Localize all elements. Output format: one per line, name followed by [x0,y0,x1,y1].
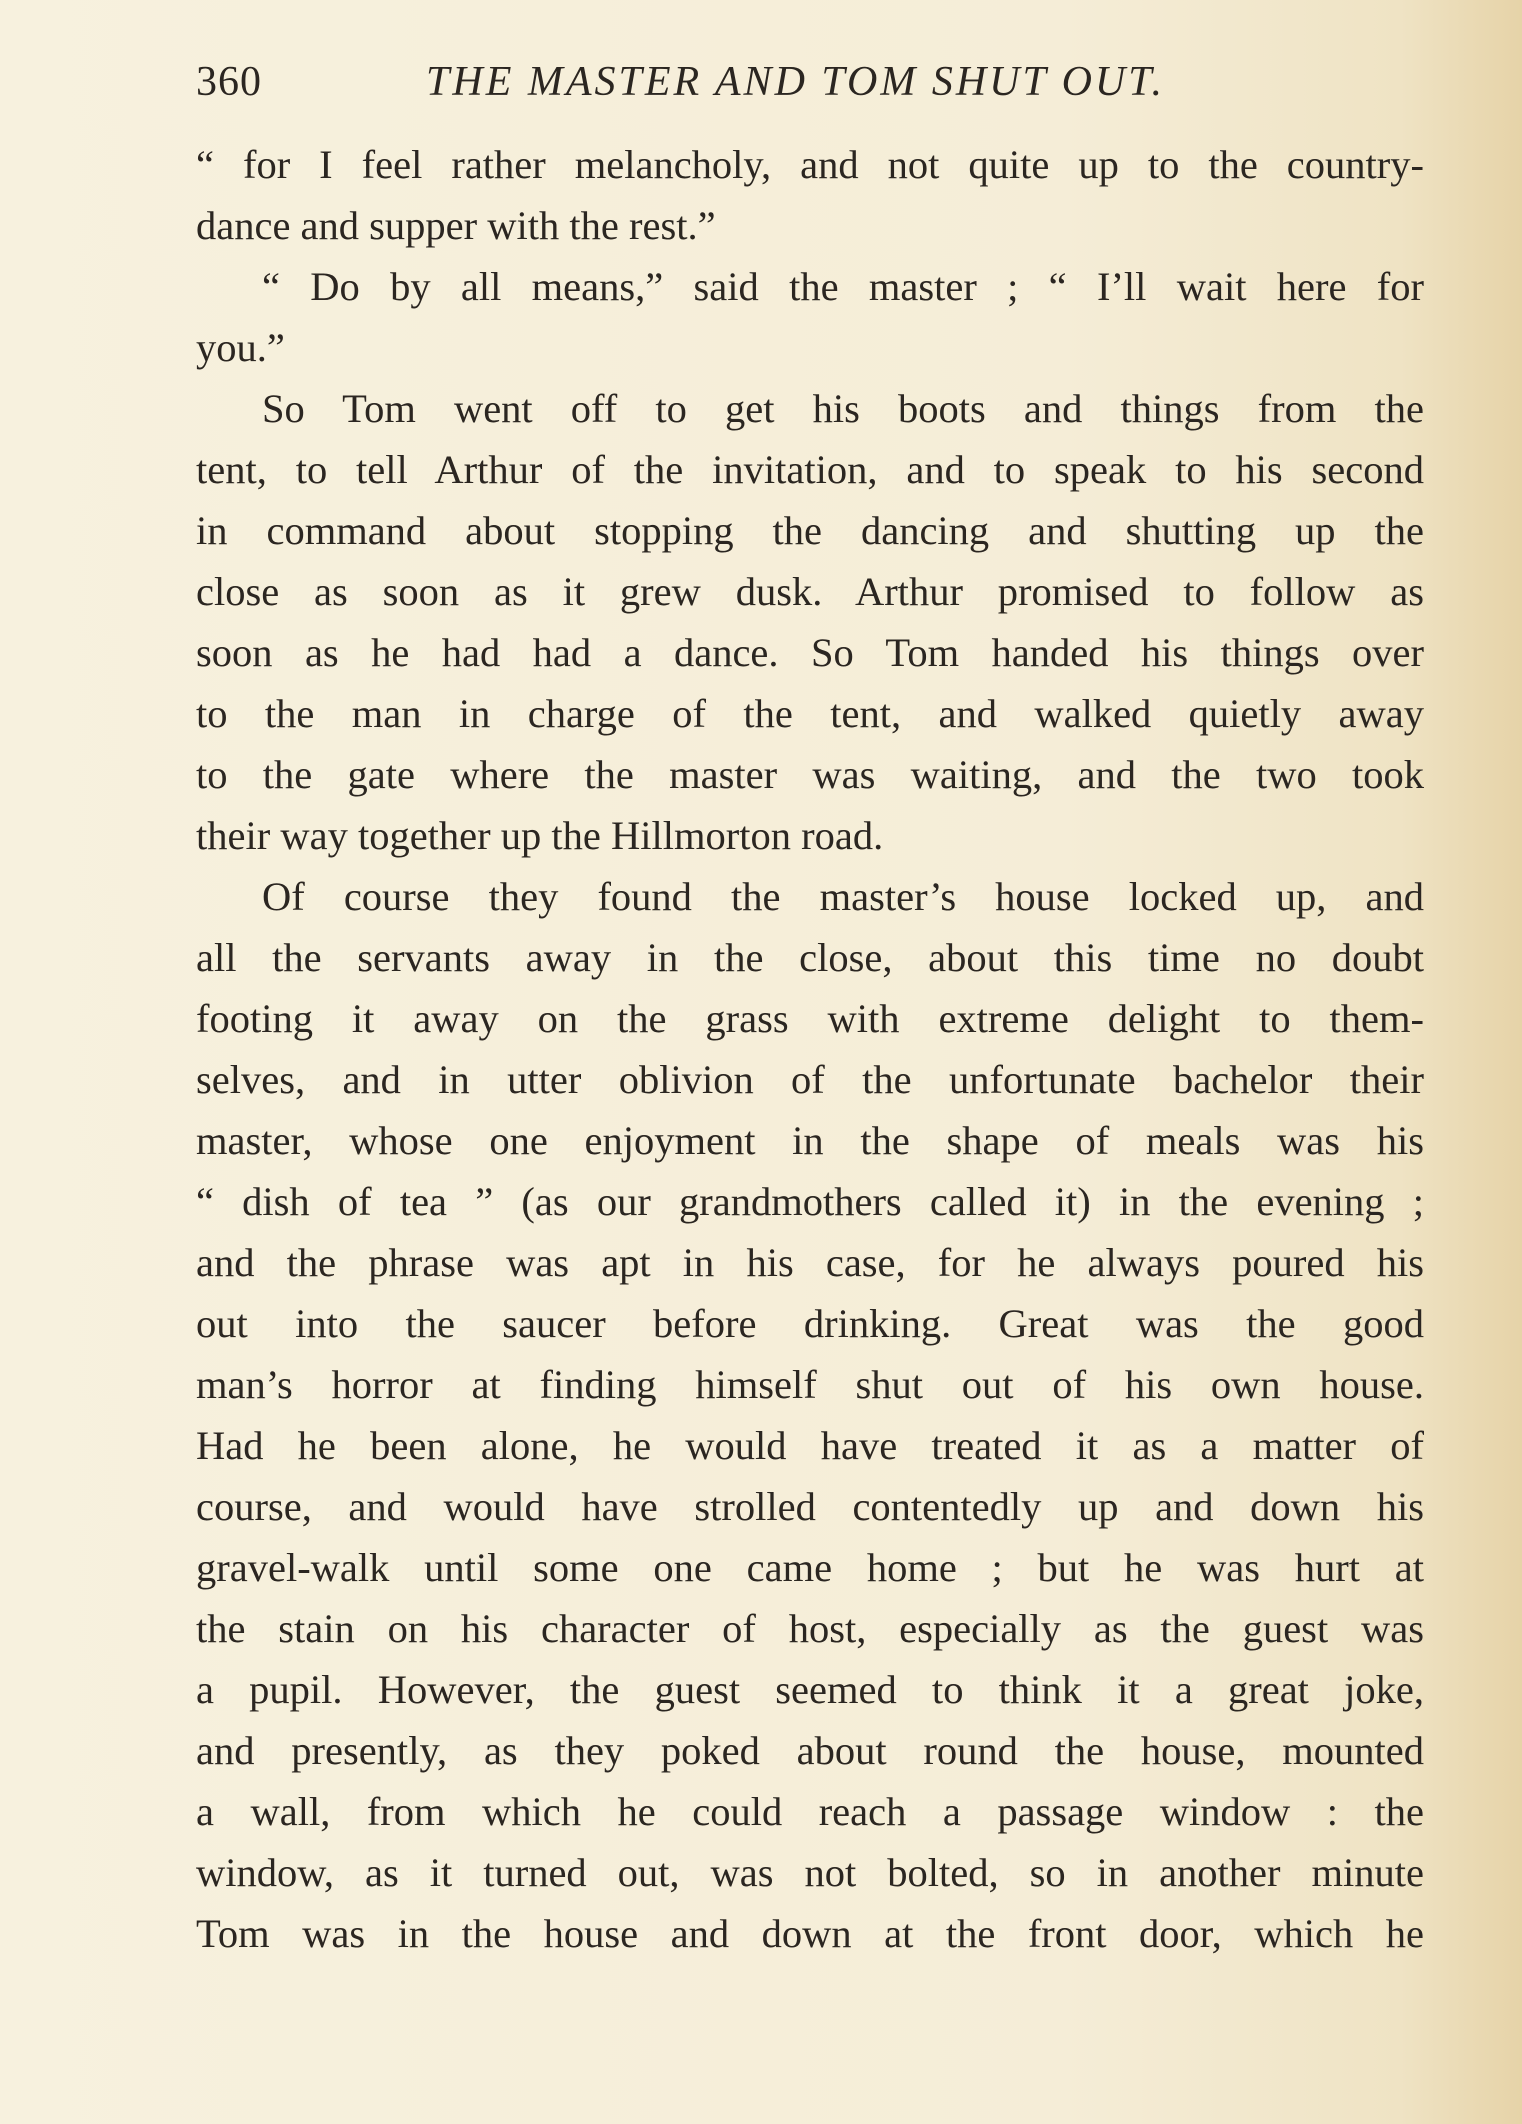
text-line: and presently, as they poked about round the house, mounted [196,1728,1424,1773]
text-line: a wall, from which he could reach a passage window : the [196,1789,1424,1834]
text-line: the stain on his character of host, especially as the guest was [196,1606,1424,1651]
page-number: 360 [196,59,262,105]
text-line: selves, and in utter oblivion of the unfortunate bachelor their [196,1057,1424,1102]
text-line: man’s horror at finding himself shut out of his own house. [196,1362,1424,1407]
text-line: dance and supper with the rest.” [196,203,716,248]
text-line: window, as it turned out, was not bolted, so in another minute [196,1850,1424,1895]
text-line: their way together up the Hillmorton road. [196,813,884,858]
text-line: close as soon as it grew dusk. Arthur promised to follow as [196,569,1424,614]
text-line: master, whose one enjoyment in the shape of meals was his [196,1118,1424,1163]
text-line: tent, to tell Arthur of the invitation, and to speak to his second [196,447,1424,492]
text-line: all the servants away in the close, about this time no doubt [196,935,1424,980]
text-line: to the man in charge of the tent, and walked quietly away [196,691,1424,736]
text-line: “ dish of tea ” (as our grandmothers called it) in the evening ; [196,1179,1424,1224]
running-title: THE MASTER AND TOM SHUT OUT. [426,59,1165,105]
body-text [196,134,1424,1964]
text-line: in command about stopping the dancing and shutting up the [196,508,1424,553]
text-line: Of course they found the master’s house locked up, and [262,874,1424,919]
text-line: a pupil. However, the guest seemed to think it a great joke, [196,1667,1424,1712]
text-line: “ Do by all means,” said the master ; “ I’ll wait here for [262,264,1424,309]
text-line: “ for I feel rather melancholy, and not quite up to the country- [196,142,1424,187]
text-line: to the gate where the master was waiting, and the two took [196,752,1424,797]
text-line: Had he been alone, he would have treated it as a matter of [196,1423,1424,1468]
text-line: gravel-walk until some one came home ; but he was hurt at [196,1545,1424,1590]
text-line: out into the saucer before drinking. Great was the good [196,1301,1424,1346]
text-line: course, and would have strolled contentedly up and down his [196,1484,1424,1529]
page-header [196,58,1426,118]
text-line: So Tom went off to get his boots and things from the [262,386,1424,431]
text-line: soon as he had had a dance. So Tom handed his things over [196,630,1424,675]
text-line: and the phrase was apt in his case, for he always poured his [196,1240,1424,1285]
text-line: you.” [196,325,285,370]
text-line: Tom was in the house and down at the front door, which he [196,1911,1424,1956]
text-line: footing it away on the grass with extreme delight to them- [196,996,1424,1041]
